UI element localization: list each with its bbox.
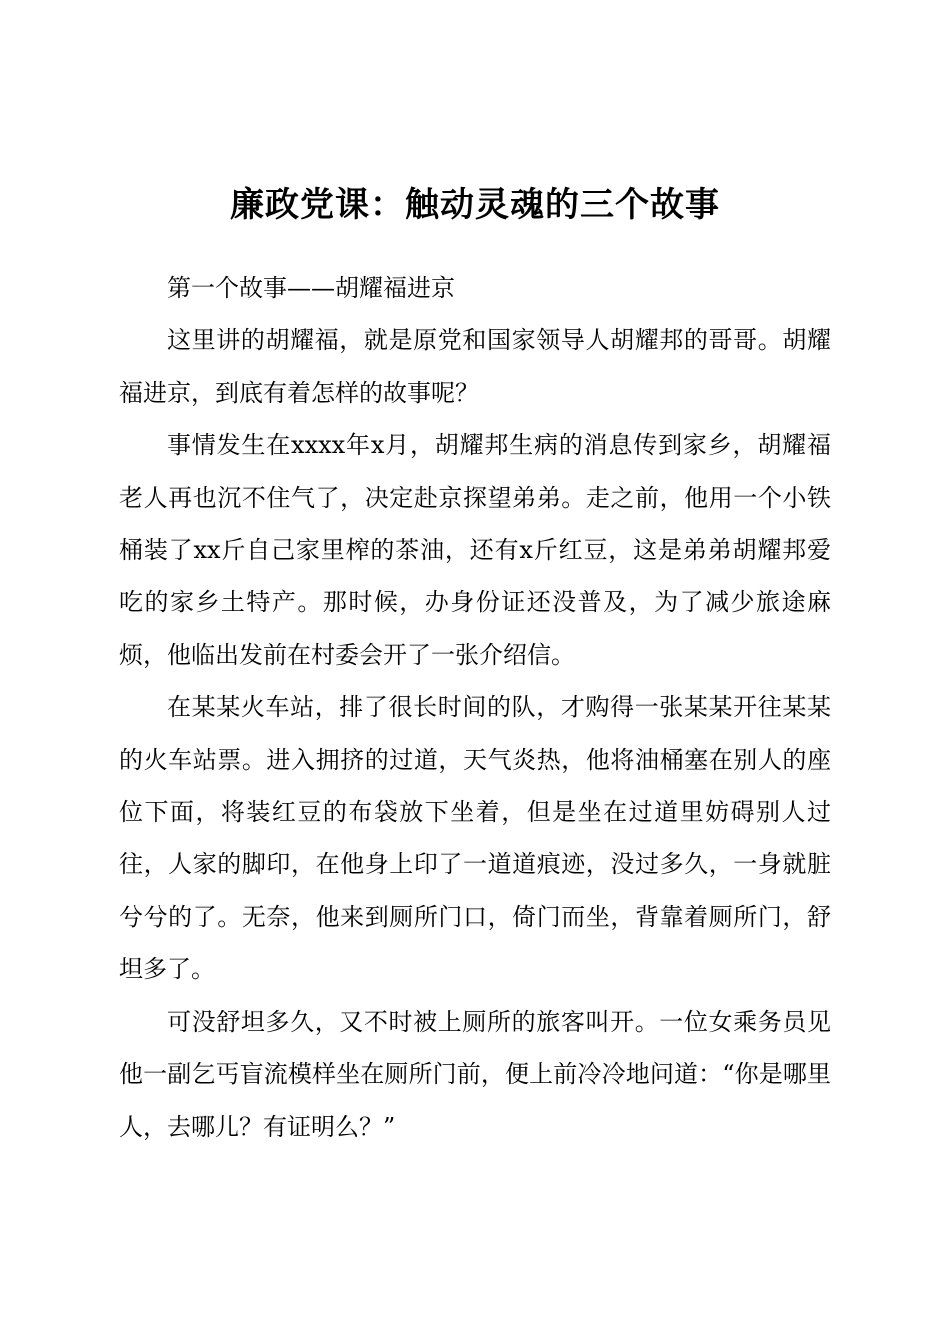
paragraph: 这里讲的胡耀福，就是原党和国家领导人胡耀邦的哥哥。胡耀福进京，到底有着怎样的故事呢？ <box>119 326 831 407</box>
paragraph: 可没舒坦多久，又不时被上厕所的旅客叫开。一位女乘务员见他一副乞丐盲流模样坐在厕所门前，便上前冷冷地问道：“你是哪里人，去哪儿？有证明么？” <box>119 1007 831 1141</box>
paragraph: 事情发生在xxxx年x月，胡耀邦生病的消息传到家乡，胡耀福老人再也沉不住气了，决定赴京探望弟弟。走之前，他用一个小铁桶装了xx斤自己家里榨的茶油，还有x斤红豆，这是弟弟胡耀邦爱吃的家乡土特产。那时候，办身份证还没普及，为了减少旅途麻烦，他临出发前在村委会开了一张介绍信。 <box>119 431 831 669</box>
document-body <box>119 262 831 1153</box>
document-title: 廉政党课：触动灵魂的三个故事 <box>230 185 720 225</box>
paragraph: 在某某火车站，排了很长时间的队，才购得一张某某开往某某的火车站票。进入拥挤的过道，天气炎热，他将油桶塞在别人的座位下面，将装红豆的布袋放下坐着，但是坐在过道里妨碍别人过往，人家的脚印，在他身上印了一道道痕迹，没过多久，一身就脏兮兮的了。无奈，他来到厕所门口，倚门而坐，背靠着厕所门，舒坦多了。 <box>119 693 831 984</box>
section-heading: 第一个故事——胡耀福进京 <box>167 274 455 302</box>
